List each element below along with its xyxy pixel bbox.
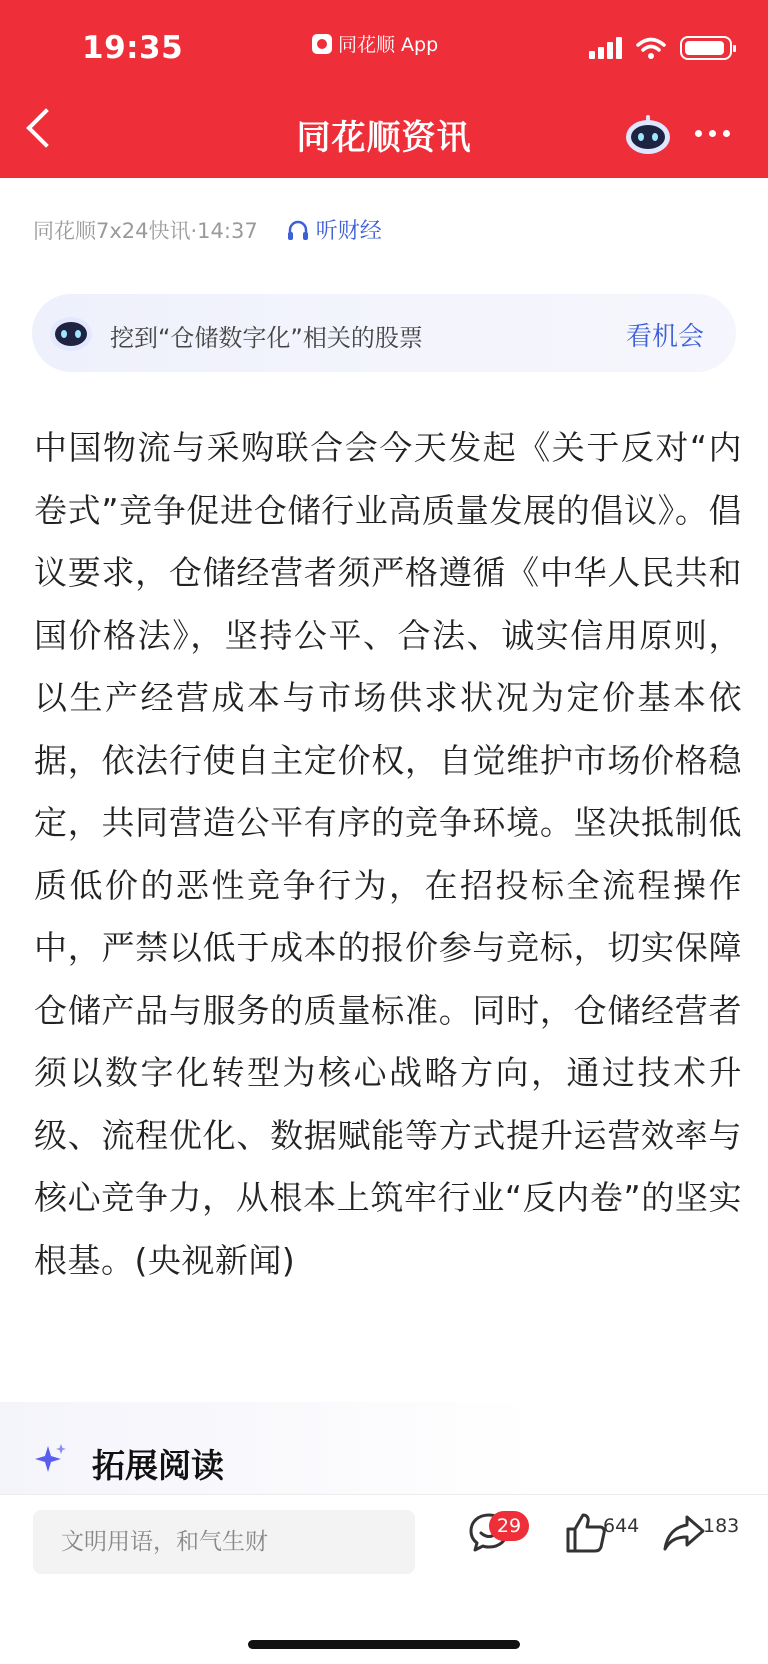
robot-assistant-icon[interactable] bbox=[624, 113, 672, 155]
listen-button[interactable] bbox=[286, 214, 382, 245]
sparkle-icon bbox=[34, 1442, 68, 1476]
home-indicator[interactable] bbox=[248, 1640, 520, 1649]
more-icon[interactable] bbox=[695, 130, 730, 137]
article-body: 中国物流与采购联合会今天发起《关于反对“内卷式”竞争促进仓储行业高质量发展的倡议》。倡议要求，仓储经营者须严格遵循《中华人民共和国价格法》，坚持公平、合法、诚实信用原则，以生产经营成本与市场供求状况为定价基本依据，依法行使自主定价权，自觉维护市场价格稳定，共同营造公平有序的竞争环境。坚决抵制低质低价的恶性竞争行为，在招投标全流程操作中，严禁以低于成本的报价参与竞标，切实保障仓储产品与服务的质量标准。同时，仓储经营者须以数字化转型为核心战略方向，通过技术升级、流程优化、数据赋能等方式提升运营效率与核心竞争力，从根本上筑牢行业“反内卷”的坚实根基。(央视新闻) bbox=[34, 428, 742, 1280]
app-header bbox=[0, 0, 768, 178]
section-title: 拓展阅读 bbox=[92, 1446, 224, 1485]
article-meta bbox=[33, 214, 382, 245]
extended-reading-section bbox=[0, 1402, 768, 1494]
source-time: 同花顺7x24快讯·14:37 bbox=[33, 218, 258, 243]
ai-stock-prompt[interactable] bbox=[32, 294, 736, 372]
battery-icon bbox=[680, 36, 732, 60]
bottom-action-bar bbox=[0, 1494, 768, 1664]
view-opportunity-link[interactable]: 看机会 bbox=[625, 322, 704, 352]
wifi-icon bbox=[636, 37, 666, 59]
share-icon bbox=[661, 1509, 707, 1555]
listen-label: 听财经 bbox=[315, 219, 382, 244]
headphones-icon bbox=[286, 218, 310, 242]
status-indicators bbox=[589, 36, 732, 60]
comment-input[interactable] bbox=[33, 1510, 415, 1574]
robot-assistant-icon bbox=[48, 310, 94, 354]
status-time: 19:35 bbox=[82, 30, 184, 66]
page-title: 同花顺资讯 bbox=[296, 118, 472, 158]
share-button[interactable] bbox=[661, 1509, 707, 1555]
app-logo-icon bbox=[312, 34, 332, 54]
ai-prompt-text: 挖到“仓储数字化”相关的股票 bbox=[110, 324, 423, 352]
share-count: 183 bbox=[703, 1515, 740, 1537]
like-count: 644 bbox=[603, 1515, 640, 1537]
status-app-text: 同花顺 App bbox=[338, 34, 439, 56]
status-app-label[interactable] bbox=[312, 30, 438, 57]
signal-icon bbox=[589, 37, 622, 59]
comment-count-badge: 29 bbox=[489, 1511, 529, 1541]
